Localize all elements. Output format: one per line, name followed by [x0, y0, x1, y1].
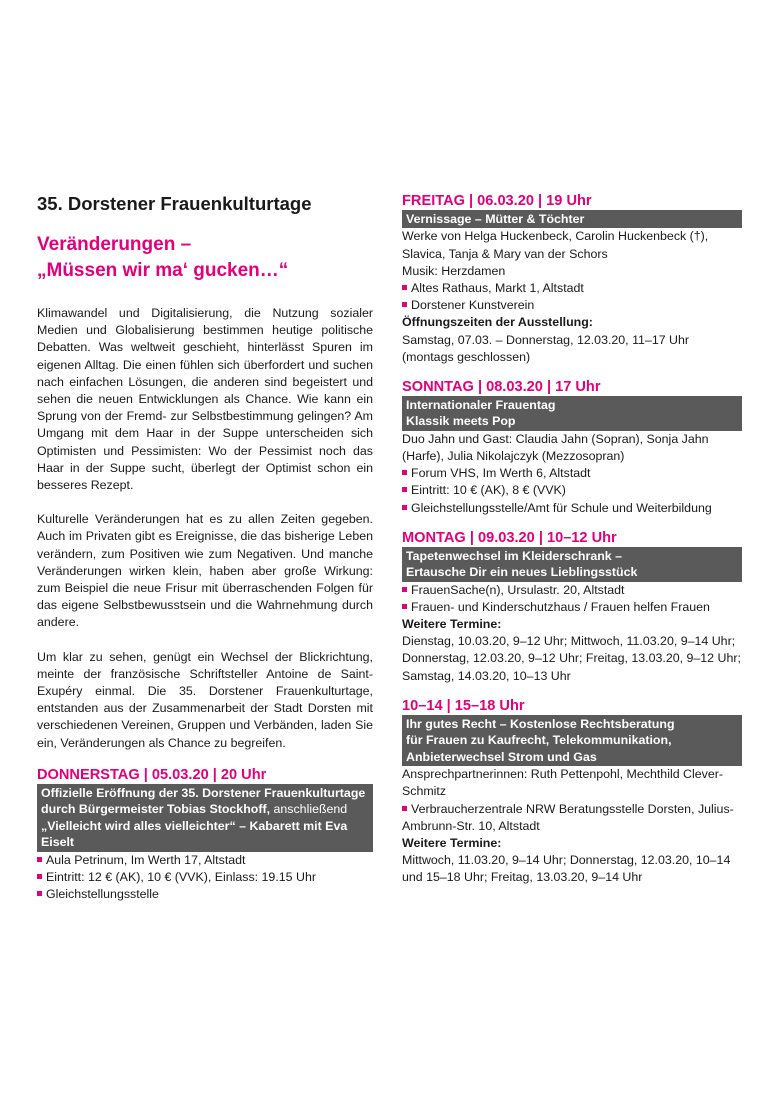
left-column [37, 192, 373, 903]
event-date: 10–14 | 15–18 Uhr [402, 697, 525, 714]
event-detail: Gleichstellungsstelle/Amt für Schule und Weiterbildung [402, 500, 742, 517]
event-title: „Vielleicht wird alles vielleichter“ – Kabarett mit Eva Eiselt [41, 818, 348, 850]
event-detail: Forum VHS, Im Werth 6, Altstadt [402, 465, 742, 482]
event-friday [402, 192, 742, 366]
event-date: SONNTAG | 08.03.20 | 17 Uhr [402, 379, 601, 396]
event-detail: FrauenSache(n), Ursulastr. 20, Altstadt [402, 582, 742, 599]
event-legal-advice [402, 697, 742, 887]
event-detail: Eintritt: 12 € (AK), 10 € (VVK), Einlass: 19.15 Uhr [37, 869, 373, 886]
event-title-bar [402, 396, 742, 431]
page-title: 35. Dorstener Frauenkulturtage [37, 193, 312, 214]
event-sunday [402, 378, 742, 517]
event-detail: Altes Rathaus, Markt 1, Altstadt [402, 280, 742, 297]
event-title-bar [402, 715, 742, 766]
intro-paragraph: Kulturelle Veränderungen hat es zu allen Zeiten gegeben. Auch im Privaten gibt es Ereignisse, die das bisherige Leben verändern, zum Positiven wie zum Negativen. Und manche Veränderungen wirken klein, haben aber große Wirkung: zum Beispiel die neue Frisur mit überraschenden Folgen für das eigene Selbstbewusstsein und die Wahrnehmung durch andere. [37, 512, 373, 630]
more-dates: Mittwoch, 11.03.20, 9–14 Uhr; Donnerstag, 12.03.20, 10–14 und 15–18 Uhr; Freitag, 13.03.20, 9–14 Uhr [402, 853, 731, 885]
event-detail: Dorstener Kunstverein [402, 297, 742, 314]
more-dates-label: Weitere Termine: [402, 835, 502, 850]
event-title: Offizielle Eröffnung der 35. Dorstener Frauenkulturtage durch Bürgermeister Tobias Stockhoff, [41, 785, 366, 817]
event-hours-label: Öffnungszeiten der Ausstellung: [402, 315, 593, 330]
event-title-connector: anschließend [273, 802, 348, 817]
event-title: Ertausche Dir ein neues Lieblingsstück [406, 565, 638, 580]
event-detail: Gleichstellungsstelle [37, 886, 373, 903]
event-hours: Samstag, 07.03. – Donnerstag, 12.03.20, 11–17 Uhr (montags geschlossen) [402, 332, 690, 364]
event-title: Tapetenwechsel im Kleiderschrank – [406, 548, 623, 563]
event-title-bar: Vernissage – Mütter & Töchter [402, 210, 742, 228]
intro-paragraph: Um klar zu sehen, genügt ein Wechsel der Blickrichtung, meinte der französische Schriftsteller Antoine de Saint-Exupéry einmal. Die 35. Dorstener Frauenkulturtage, entstanden aus der Zusammenarbeit der Stadt Dorsten mit verschiedenen Vereinen, Gruppen und Verbänden, laden Sie ein, Veränderungen als Chance zu begreifen. [37, 649, 373, 750]
event-description: Duo Jahn und Gast: Claudia Jahn (Sopran), Sonja Jahn (Harfe), Julia Nikolajczyk (Mezzosopran) [402, 431, 709, 464]
more-dates-label: Weitere Termine: [402, 617, 502, 632]
event-title: Klassik meets Pop [406, 414, 516, 429]
event-title-bar [402, 547, 742, 582]
more-dates: Dienstag, 10.03.20, 9–12 Uhr; Mittwoch, 11.03.20, 9–14 Uhr; Donnerstag, 12.03.20, 9–12 Uhr; Freitag, 13.03.20, 9–12 Uhr; Samstag, 14.03.20, 10–13 Uhr [402, 634, 741, 683]
event-date: MONTAG | 09.03.20 | 10–12 Uhr [402, 529, 617, 546]
event-monday [402, 529, 742, 685]
event-detail: Eintritt: 10 € (AK), 8 € (VVK) [402, 482, 742, 499]
event-description: Ansprechpartnerinnen: Ruth Pettenpohl, Mechthild Clever-Schmitz [402, 767, 723, 799]
subtitle-line: „Müssen wir ma‘ gucken…“ [37, 260, 289, 281]
event-title: Anbieterwechsel Strom und Gas [406, 749, 597, 764]
event-detail: Aula Petrinum, Im Werth 17, Altstadt [37, 852, 373, 869]
right-column [402, 192, 742, 887]
event-title: Ihr gutes Recht – Kostenlose Rechtsberatung [406, 716, 675, 731]
event-detail: Verbraucherzentrale NRW Beratungsstelle Dorsten, Julius-Ambrunn-Str. 10, Altstadt [402, 801, 742, 835]
event-date: DONNERSTAG | 05.03.20 | 20 Uhr [37, 766, 267, 783]
event-detail: Frauen- und Kinderschutzhaus / Frauen helfen Frauen [402, 599, 742, 616]
event-description: Werke von Helga Huckenbeck, Carolin Huckenbeck (†), Slavica, Tanja & Mary van der Schors [402, 229, 709, 261]
intro-paragraph: Klimawandel und Digitalisierung, die Nutzung sozialer Medien und Globalisierung bestimmen heutige politische Debatten. Was weltweit geschieht, hinterlässt Spuren im eigenen Alltag. Die einen fühlen sich überfordert und suchen nach einfachen Lösungen, die anderen sind begeistert und sehen die neuen Entwicklungen als Chance. Wie kann ein Sprung von der Fremd- zur Selbstbestimmung gelingen? Am Umgang mit dem Haar in der Suppe unterscheiden sich Optimisten und Pessimisten: Wo der Pessimist noch das Haar in der Suppe sucht, überlegt der Optimist schon ein besseres Rezept. [37, 306, 373, 493]
subtitle [37, 232, 373, 284]
event-title: für Frauen zu Kaufrecht, Telekommunikation, [406, 733, 672, 748]
event-date: FREITAG | 06.03.20 | 19 Uhr [402, 193, 592, 209]
event-music: Musik: Herzdamen [402, 263, 506, 278]
event-title-bar [37, 784, 373, 852]
event-thursday [37, 766, 373, 903]
subtitle-line: Veränderungen – [37, 234, 192, 255]
event-title: Internationaler Frauentag [406, 398, 556, 413]
